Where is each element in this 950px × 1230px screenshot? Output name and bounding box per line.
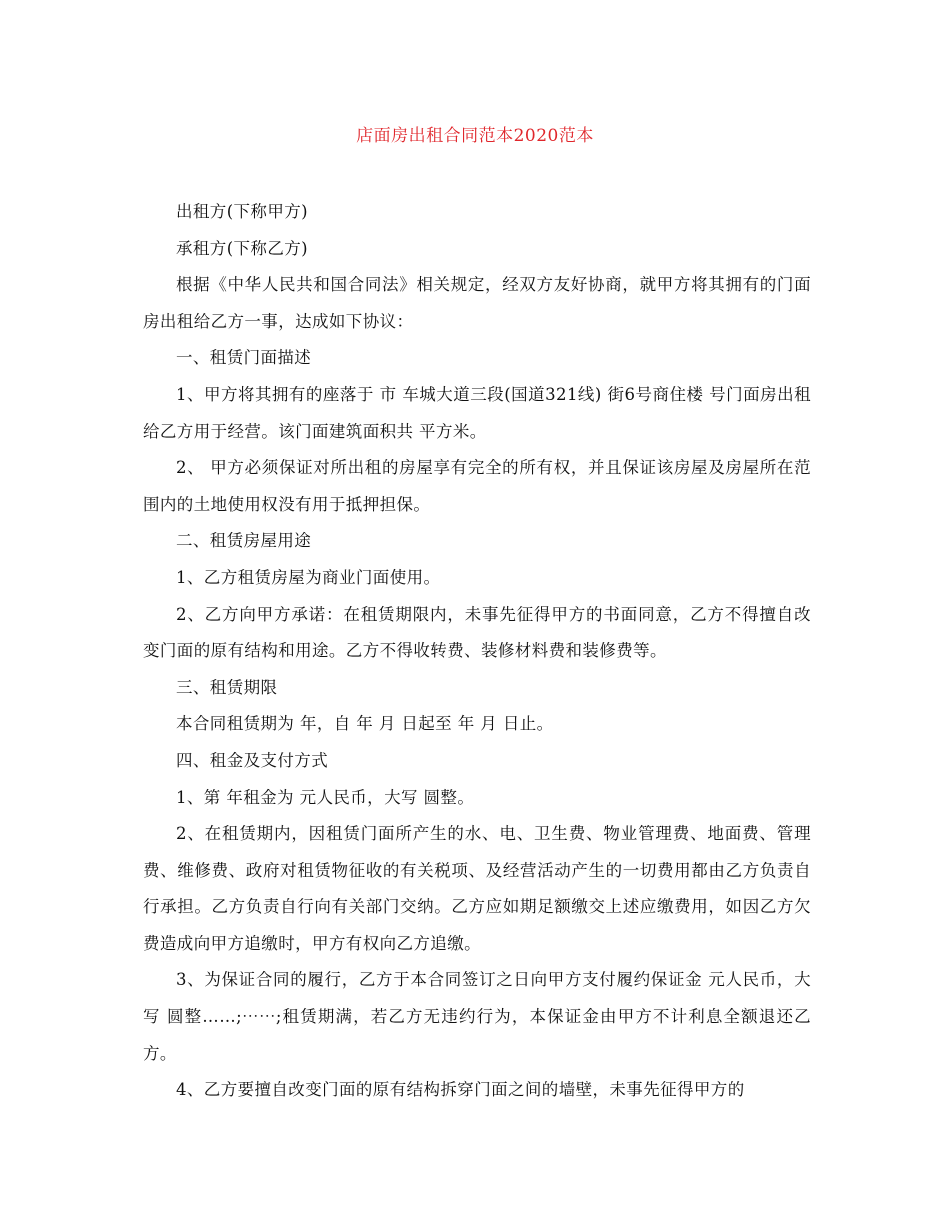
clause-4-4: 4、乙方要擅自改变门面的原有结构拆穿门面之间的墙壁，未事先征得甲方的 <box>176 1080 745 1100</box>
section-heading-3: 三、租赁期限 <box>176 677 278 697</box>
clause-1-1: 1、甲方将其拥有的座落于 市 车城大道三段(国道321线) 街6号商住楼 号门面房出租给乙方用于经营。该门面建筑面积共 平方米。 <box>143 384 811 441</box>
paragraph-lessor: 出租方(下称甲方) <box>176 202 308 221</box>
section-heading-4: 四、租金及支付方式 <box>176 750 329 770</box>
clause-4-1: 1、第 年租金为 元人民币，大写 圆整。 <box>176 787 475 807</box>
contract-body <box>143 194 811 1109</box>
clause-2-2: 2、乙方向甲方承诺：在租赁期限内，未事先征得甲方的书面同意，乙方不得擅自改变门面的原有结构和用途。乙方不得收转费、装修材料费和装修费等。 <box>143 604 811 661</box>
paragraph-preamble: 根据《中华人民共和国合同法》相关规定，经双方友好协商，就甲方将其拥有的门面房出租给乙方一事，达成如下协议： <box>143 275 811 331</box>
clause-4-3: 3、为保证合同的履行，乙方于本合同签订之日向甲方支付履约保证金 元人民币，大写 圆整……;⋯⋯;租赁期满，若乙方无违约行为，本保证金由甲方不计利息全额退还乙方。 <box>143 970 811 1063</box>
document-title: 店面房出租合同范本2020范本 <box>356 126 594 146</box>
clause-3-1: 本合同租赁期为 年，自 年 月 日起至 年 月 日止。 <box>176 714 554 734</box>
paragraph-lessee: 承租方(下称乙方) <box>176 238 308 258</box>
section-heading-1: 一、租赁门面描述 <box>176 348 312 368</box>
section-heading-2: 二、租赁房屋用途 <box>176 531 312 551</box>
clause-4-2: 2、在租赁期内，因租赁门面所产生的水、电、卫生费、物业管理费、地面费、管理费、维修费、政府对租赁物征收的有关税项、及经营活动产生的一切费用都由乙方负责自行承担。乙方负责自行向有关部门交纳。乙方应如期足额缴交上述应缴费用，如因乙方欠费造成向甲方追缴时，甲方有权向乙方追缴。 <box>143 824 811 953</box>
clause-2-1: 1、乙方租赁房屋为商业门面使用。 <box>176 567 441 587</box>
clause-1-2: 2、 甲方必须保证对所出租的房屋享有完全的所有权，并且保证该房屋及房屋所在范围内的土地使用权没有用于抵押担保。 <box>143 458 811 514</box>
